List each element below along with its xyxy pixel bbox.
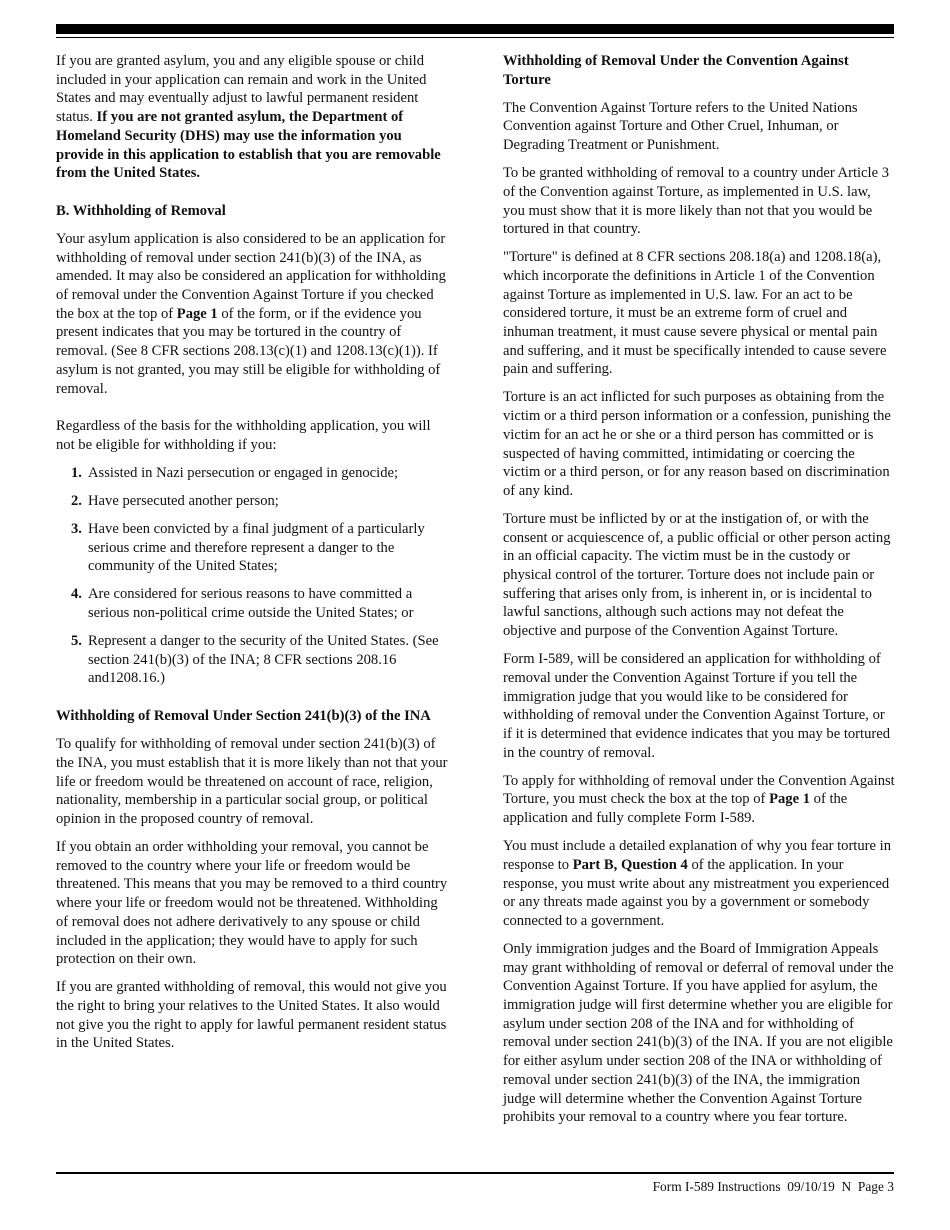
ina-paragraph-3: If you are granted withholding of removal, this would not give you the right to bring your relatives to the United States. It also would not give you the right to apply for lawful permanent resident status in the United States.: [56, 979, 447, 1052]
ina-paragraph-2: If you obtain an order withholding your removal, you cannot be removed to the country where your life or freedom would be threatened. This means that you may be removed to a third country where your life or freedom would not be threatened. Withholding of removal does not adhere derivatively to any spouse or child included in the application; they would have to apply for such protection on their own.: [56, 838, 448, 968]
list-item: 3. Have been convicted by a final judgment of a particularly serious crime and therefore represent a danger to the community of the United States;: [71, 520, 425, 575]
header-rule-thick: [56, 24, 894, 34]
cat-paragraph-3: "Torture" is defined at 8 CFR sections 208.18(a) and 1208.18(a), which incorporate the definitions in Article 1 of the Convention against Torture as implemented in U.S. law. For an act to be considered torture, it must be an extreme form of cruel and inhuman treatment, it must cause severe physical or mental pain and suffering, and it must be specifically intended to cause severe pain and suffering.: [503, 249, 887, 378]
cat-paragraph-7: To apply for withholding of removal under the Convention Against Torture, you must check the box at the top of Page 1 of the application and fully complete Form I-589.: [503, 772, 895, 827]
cat-paragraph-6: Form I-589, will be considered an application for withholding of removal under the Convention Against Torture if you tell the immigration judge that you would like to be considered for withholding of removal under the Convention Against Torture, or if it is determined that evidence indicates that you may be tortured in the country of removal.: [503, 651, 891, 761]
section-b-heading: B. Withholding of Removal: [56, 202, 226, 219]
intro-text: If you are granted asylum, you and any eligible spouse or child included in your application can remain and work in the United States and may eventually adjust to lawful permanent resident status.: [56, 53, 427, 126]
header-rule-thin: [56, 37, 894, 38]
left-column: [56, 52, 448, 1062]
page-1-reference: Page 1: [769, 791, 810, 808]
intro-bold-text: If you are not granted asylum, the Department of Homeland Security (DHS) may use the information you provide in this application to establish that you are removable from the United States.: [56, 109, 441, 182]
intro-paragraph: [56, 52, 448, 183]
list-item: 4. Are considered for serious reasons to have committed a serious non-political crime outside the United States; or: [71, 586, 414, 622]
list-item: 2. Have persecuted another person;: [71, 492, 279, 509]
regardless-paragraph: Regardless of the basis for the withholding application, you will not be eligible for withholding if you:: [56, 418, 431, 453]
ina-paragraph-1: To qualify for withholding of removal under section 241(b)(3) of the INA, you must establish that it is more likely than not that your life or freedom would be threatened on account of race, religion, nationality, membership in a particular social group, or political opinion in the proposed country of removal.: [56, 736, 448, 827]
section-b-paragraph: Your asylum application is also considered to be an application for withholding of removal under section 241(b)(3) of the INA, as amended. It may also be considered an application for withholding of removal under the Convention Against Torture if you checked the box at the top of Page 1 of the form, or if the evidence you present indicates that you may be tortured in the country of removal. (See 8 CFR sections 208.13(c)(1) and 1208.13(c)(1)). If asylum is not granted, you may still be eligible for withholding of removal.: [56, 230, 446, 397]
ina-section-heading: Withholding of Removal Under Section 241(b)(3) of the INA: [56, 708, 431, 725]
part-b-question-4-reference: Part B, Question 4: [572, 856, 688, 873]
cat-paragraph-1: The Convention Against Torture refers to the United Nations Convention against Torture and Other Cruel, Inhuman, or Degrading Treatment or Punishment.: [503, 99, 858, 154]
page-1-reference: Page 1: [176, 305, 218, 322]
page-footer: Form I-589 Instructions 09/10/19 N Page 3: [652, 1179, 894, 1194]
cat-paragraph-5: Torture must be inflicted by or at the instigation of, or with the consent or acquiescence of, a public official or other person acting in an official capacity. The victim must be in the custody or physical control of the torturer. Torture does not include pain or suffering that arises only from, is inherent in, or is incidental to lawful sanctions, although such actions may not defeat the objective and purpose of the Convention Against Torture.: [503, 510, 891, 640]
cat-paragraph-4: Torture is an act inflicted for such purposes as obtaining from the victim or a third person information or a confession, punishing the victim for an act he or she or a third person has committed or is suspected of having committed, intimidating or coercing the victim or a third person, or for any reason based on discrimination of any kind.: [503, 389, 891, 499]
cat-paragraph-2: To be granted withholding of removal to a country under Article 3 of the Convention against Torture, as implemented in U.S. law, you must show that it is more likely than not that you would be tortured in that country.: [503, 165, 890, 238]
cat-section-heading: Withholding of Removal Under the Convention Against Torture: [503, 53, 849, 88]
list-item: 1. Assisted in Nazi persecution or engaged in genocide;: [71, 464, 399, 481]
right-column: [503, 52, 895, 1136]
ineligibility-list: [56, 464, 448, 688]
cat-paragraph-9: Only immigration judges and the Board of Immigration Appeals may grant withholding of removal or deferral of removal under the Convention Against Torture. If you have applied for asylum, the immigration judge will first determine whether you are eligible for asylum under section 208 of the INA and for withholding of removal under section 241(b)(3) of the INA. If you are not eligible for either asylum under section 208 of the INA or withholding of removal under section 241(b)(3) of the INA, the immigration judge will determine whether the Convention Against Torture prohibits your removal to a country where you fear torture.: [503, 940, 894, 1126]
cat-paragraph-8: You must include a detailed explanation of why you fear torture in response to Part B, Question 4 of the application. In your response, you must write about any mistreatment you experienced or any threats made against you by a government or somebody connected to a government.: [503, 838, 891, 929]
footer-rule: [56, 1172, 894, 1174]
list-item: 5. Represent a danger to the security of the United States. (See section 241(b)(3) of the INA; 8 CFR sections 208.16 and1208.16.): [71, 633, 439, 687]
